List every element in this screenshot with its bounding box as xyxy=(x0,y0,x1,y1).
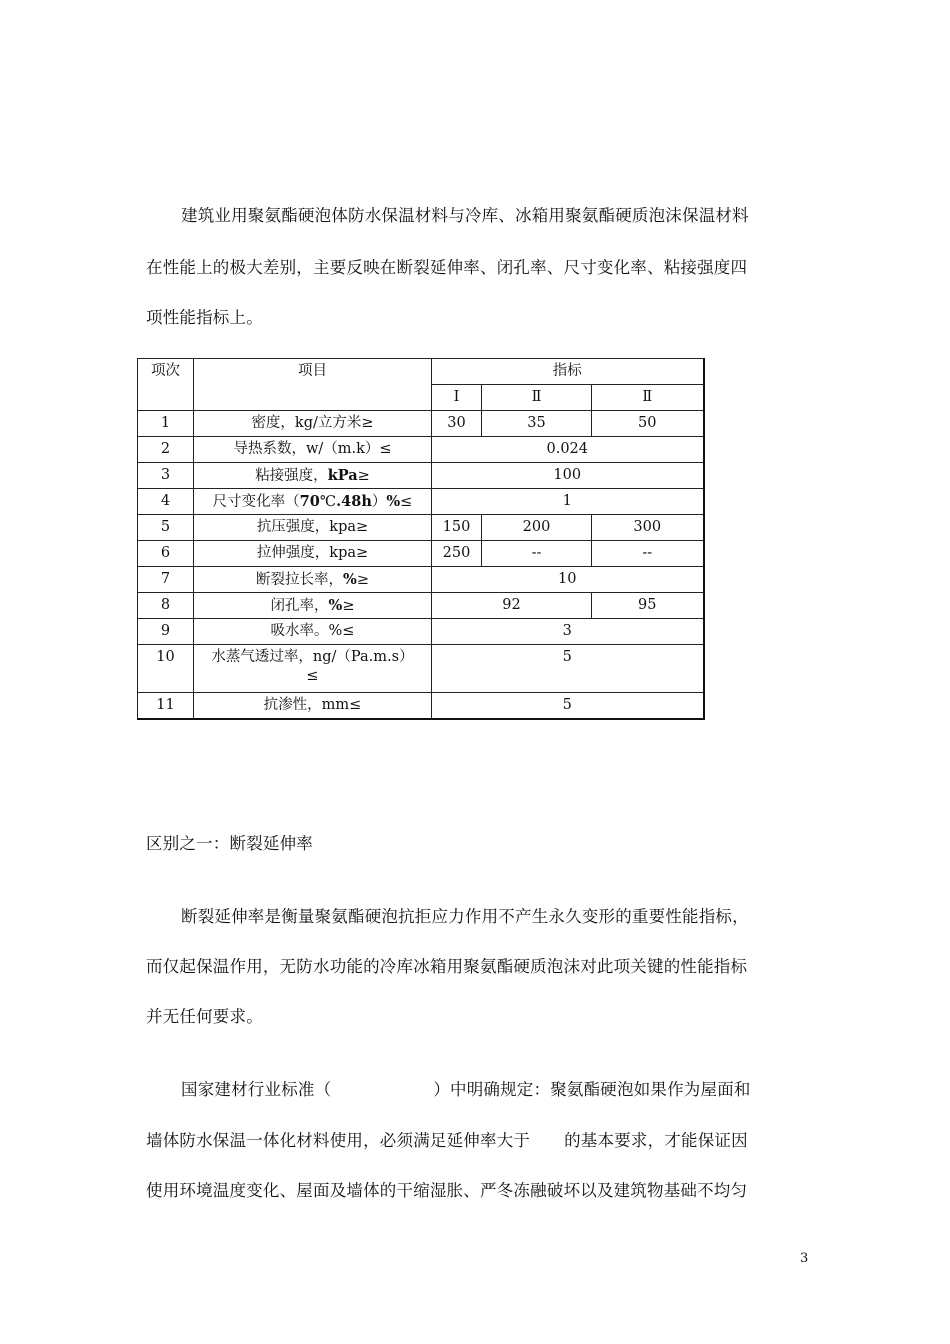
table-row xyxy=(138,411,704,437)
paragraph-line: 而仅起保温作用，无防水功能的冷库冰箱用聚氨酯硬质泡沫对此项关键的性能指标 xyxy=(146,957,748,976)
row-item-duration: .48h xyxy=(336,493,372,510)
row-item-temp: 70 xyxy=(299,493,320,510)
table-row xyxy=(138,645,704,693)
row-item-sign: ≤ xyxy=(400,494,413,510)
row-item: 抗渗性，mm≤ xyxy=(194,693,432,720)
header-item: 项目 xyxy=(194,359,432,411)
row-value: -- xyxy=(592,541,704,567)
row-value: 5 xyxy=(432,693,704,720)
table-row xyxy=(138,515,704,541)
table-row xyxy=(138,437,704,463)
paragraph-line: 并无任何要求。 xyxy=(146,1007,263,1026)
row-item xyxy=(194,489,432,515)
row-item: 密度，kg/立方米≥ xyxy=(194,411,432,437)
row-value: -- xyxy=(482,541,592,567)
row-value: 35 xyxy=(482,411,592,437)
paragraph-line: 使用环境温度变化、屋面及墙体的干缩湿胀、严冬冻融破坏以及建筑物基础不均匀 xyxy=(146,1181,748,1200)
row-item-sign: ≥ xyxy=(342,598,355,614)
intro-line-1: 建筑业用聚氨酯硬泡体防水保温材料与冷库、冰箱用聚氨酯硬质泡沫保温材料 xyxy=(181,206,749,225)
row-item-text: 闭孔率， xyxy=(270,598,329,614)
row-item xyxy=(194,593,432,619)
row-no: 4 xyxy=(138,489,194,515)
row-item xyxy=(194,567,432,593)
page-number: 3 xyxy=(800,1251,809,1266)
section-heading: 区别之一：断裂延伸率 xyxy=(146,834,313,853)
row-no: 8 xyxy=(138,593,194,619)
paragraph-line: 断裂延伸率是衡量聚氨酯硬泡抗拒应力作用不产生永久变形的重要性能指标， xyxy=(181,907,749,926)
row-value: 5 xyxy=(432,645,704,693)
row-item: 吸水率。%≤ xyxy=(194,619,432,645)
text-fragment: 墙体防水保温一体化材料使用，必须满足延伸率大于 xyxy=(146,1131,531,1150)
row-item-unit: ℃ xyxy=(319,494,337,510)
row-value: 92 xyxy=(432,593,592,619)
paragraph-line xyxy=(146,1127,748,1151)
table-row xyxy=(138,693,704,720)
row-item-sign: ≤ xyxy=(306,668,319,684)
row-value: 150 xyxy=(432,515,482,541)
table-row xyxy=(138,593,704,619)
row-item: 导热系数，w/（m.k）≤ xyxy=(194,437,432,463)
row-value: 3 xyxy=(432,619,704,645)
row-item-paren: ） xyxy=(371,494,387,510)
row-value: 50 xyxy=(592,411,704,437)
row-item-text: 粘接强度， xyxy=(255,468,328,484)
row-no: 11 xyxy=(138,693,194,720)
table-row xyxy=(138,567,704,593)
row-item-text: 尺寸变化率（ xyxy=(212,494,300,510)
row-item: 拉伸强度，kpa≥ xyxy=(194,541,432,567)
row-no: 2 xyxy=(138,437,194,463)
paragraph-line xyxy=(181,1076,751,1100)
row-no: 1 xyxy=(138,411,194,437)
row-value: 30 xyxy=(432,411,482,437)
intro-line-2: 在性能上的极大差别，主要反映在断裂延伸率、闭孔率、尺寸变化率、粘接强度四 xyxy=(146,258,748,277)
row-no: 9 xyxy=(138,619,194,645)
row-item-text: 断裂拉长率， xyxy=(256,572,344,588)
header-no: 项次 xyxy=(138,359,194,411)
row-no: 5 xyxy=(138,515,194,541)
row-value: 100 xyxy=(432,463,704,489)
text-fragment: 的基本要求，才能保证因 xyxy=(564,1131,748,1150)
row-value: 250 xyxy=(432,541,482,567)
row-item-percent: % xyxy=(386,493,401,510)
row-value: 95 xyxy=(592,593,704,619)
row-item: 抗压强度，kpa≥ xyxy=(194,515,432,541)
table-row xyxy=(138,541,704,567)
row-value: 200 xyxy=(482,515,592,541)
row-value: 1 xyxy=(432,489,704,515)
row-item xyxy=(194,645,432,693)
table-row xyxy=(138,489,704,515)
text-fragment: ）中明确规定：聚氨酯硬泡如果作为屋面和 xyxy=(433,1080,751,1099)
row-value: 0.024 xyxy=(432,437,704,463)
row-item-text: 水蒸气透过率，ng/（Pa.m.s） xyxy=(211,649,414,665)
header-index: 指标 xyxy=(432,359,704,385)
row-item xyxy=(194,463,432,489)
table-row xyxy=(138,619,704,645)
intro-line-3: 项性能指标上。 xyxy=(146,308,263,327)
header-grade-2: Ⅱ xyxy=(482,385,592,411)
row-item-sign: ≥ xyxy=(356,572,369,588)
row-item-percent: % xyxy=(343,571,357,588)
text-fragment: 国家建材行业标准（ xyxy=(181,1080,332,1099)
row-value: 10 xyxy=(432,567,704,593)
spec-table xyxy=(137,358,705,720)
row-item-sign: ≥ xyxy=(357,468,370,484)
row-value: 300 xyxy=(592,515,704,541)
header-grade-3: Ⅱ xyxy=(592,385,704,411)
row-no: 10 xyxy=(138,645,194,693)
row-item-unit: kPa xyxy=(327,467,358,484)
table-row xyxy=(138,463,704,489)
row-no: 6 xyxy=(138,541,194,567)
row-no: 3 xyxy=(138,463,194,489)
row-item-percent: % xyxy=(328,597,343,614)
row-no: 7 xyxy=(138,567,194,593)
header-grade-1: Ⅰ xyxy=(432,385,482,411)
